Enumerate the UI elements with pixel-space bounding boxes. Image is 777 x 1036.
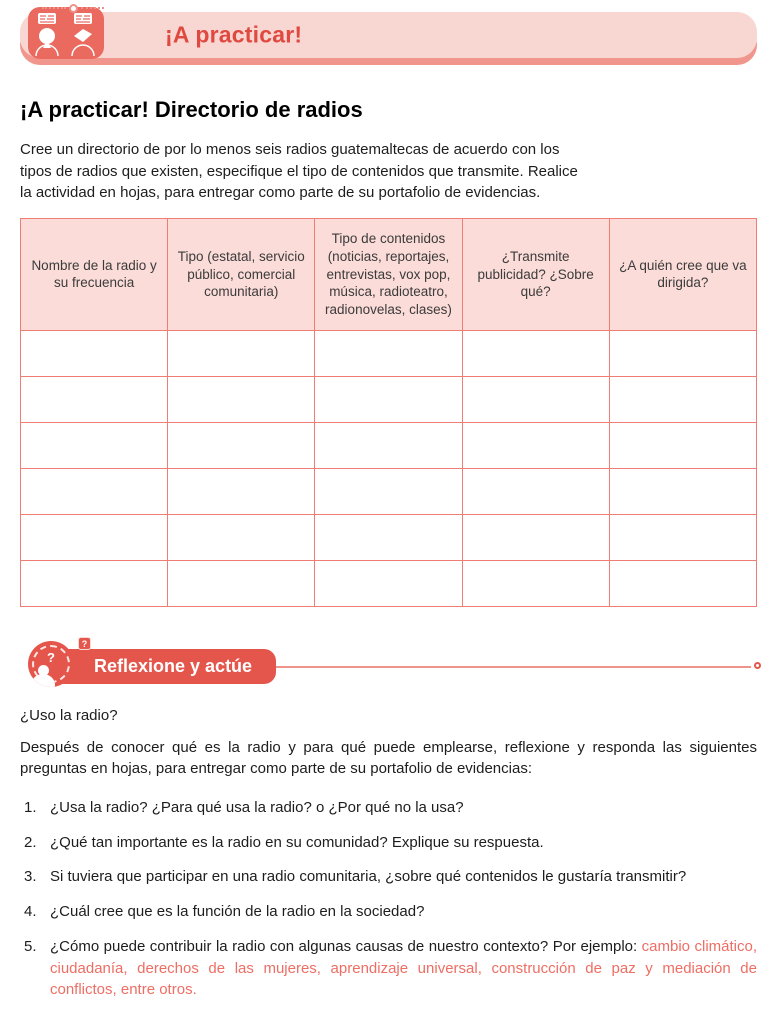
- col-header-radio-name: Nombre de la radio y su frecuencia: [21, 218, 168, 330]
- table-row: [21, 330, 757, 376]
- table-cell-empty: [315, 514, 462, 560]
- table-cell-empty: [609, 514, 756, 560]
- reflection-intro: Después de conocer qué es la radio y para qué puede emplearse, reflexione y responda las siguientes preguntas en hojas, para entregar como parte de su portafolio de evidencias:: [20, 738, 757, 778]
- table-cell-empty: [609, 422, 756, 468]
- reflection-header: [20, 638, 757, 691]
- person-head: [38, 665, 49, 676]
- table-cell-empty: [21, 376, 168, 422]
- table-row: [21, 376, 757, 422]
- col-header-audience: ¿A quién cree que va dirigida?: [609, 218, 756, 330]
- divider-line: [260, 666, 751, 668]
- table-cell-empty: [21, 560, 168, 606]
- radio-table-body: [21, 330, 757, 606]
- list-item: [20, 797, 757, 819]
- question-number: 1.: [24, 798, 37, 816]
- table-cell-empty: [315, 468, 462, 514]
- table-cell-empty: [462, 422, 609, 468]
- table-header-row: [21, 218, 757, 330]
- list-item: [20, 901, 757, 923]
- thinking-person-icon: [28, 641, 74, 687]
- table-cell-empty: [21, 422, 168, 468]
- lightbulb-icon: [42, 2, 104, 14]
- table-row: [21, 422, 757, 468]
- table-cell-empty: [168, 514, 315, 560]
- question-bubble-icon: ?: [78, 637, 91, 650]
- table-row: [21, 468, 757, 514]
- question-text: ¿Qué tan importante es la radio en su comunidad? Explique su respuesta.: [50, 833, 544, 851]
- table-cell-empty: [609, 560, 756, 606]
- table-cell-empty: [462, 468, 609, 514]
- page-title: ¡A practicar! Directorio de radios: [20, 97, 363, 122]
- table-cell-empty: [609, 468, 756, 514]
- dotted-line: [42, 7, 66, 9]
- question-number: 5.: [24, 937, 37, 955]
- table-row: [21, 560, 757, 606]
- example-causes-highlight: cambio climático, ciudadanía, derechos de las mujeres, aprendizaje universal, construcción de paz y mediación de conflictos, entre otros.: [50, 937, 757, 999]
- table-cell-empty: [609, 376, 756, 422]
- practice-banner: [20, 12, 757, 65]
- table-cell-empty: [315, 422, 462, 468]
- col-header-advertising: ¿Transmite publicidad? ¿Sobre qué?: [462, 218, 609, 330]
- question-number: 3.: [24, 868, 37, 886]
- col-header-type: Tipo (estatal, servicio público, comercial comunitaria): [168, 218, 315, 330]
- question-text: [50, 936, 757, 1001]
- list-item: [20, 936, 757, 1001]
- table-cell-empty: [462, 330, 609, 376]
- line-end-ring-icon: [754, 662, 761, 669]
- intro-paragraph: Cree un directorio de por lo menos seis radios guatemaltecas de acuerdo con los tipos de radios que existen, especifique el tipo de contenidos que transmite. Realice la actividad en hojas, para entregar como parte de su portafolio de evidencias.: [20, 141, 578, 202]
- dotted-line: [81, 7, 105, 9]
- reflection-badge: Reflexione y actúe: [50, 649, 276, 684]
- question-number: 4.: [24, 903, 37, 921]
- worksheet-page: [0, 12, 777, 1001]
- table-cell-empty: [168, 560, 315, 606]
- table-cell-empty: [462, 376, 609, 422]
- table-cell-empty: [315, 376, 462, 422]
- question-text: ¿Usa la radio? ¿Para qué usa la radio? o ¿Por qué no la usa?: [50, 798, 464, 816]
- table-cell-empty: [462, 514, 609, 560]
- questions-list: [20, 797, 757, 1001]
- table-cell-empty: [21, 468, 168, 514]
- table-cell-empty: [168, 376, 315, 422]
- table-cell-empty: [462, 560, 609, 606]
- question-mark-glyph: ?: [47, 649, 55, 665]
- table-cell-empty: [21, 514, 168, 560]
- table-cell-empty: [168, 422, 315, 468]
- question-number: 2.: [24, 833, 37, 851]
- list-item: [20, 866, 757, 888]
- reflection-subtitle: ¿Uso la radio?: [20, 706, 118, 724]
- table-cell-empty: [21, 330, 168, 376]
- table-row: [21, 514, 757, 560]
- banner-background: [20, 12, 757, 58]
- table-cell-empty: [168, 468, 315, 514]
- list-item: [20, 832, 757, 854]
- table-cell-empty: [315, 330, 462, 376]
- col-header-contents: Tipo de contenidos (noticias, reportajes, entrevistas, vox pop, música, radioteatro, radionovelas, clases): [315, 218, 462, 330]
- students-with-signs-icon: [28, 7, 104, 59]
- table-cell-empty: [168, 330, 315, 376]
- table-cell-empty: [609, 330, 756, 376]
- table-cell-empty: [315, 560, 462, 606]
- question-text: Si tuviera que participar en una radio comunitaria, ¿sobre qué contenidos le gustaría transmitir?: [50, 868, 687, 886]
- radio-directory-table: [20, 218, 757, 607]
- banner-title: ¡A practicar!: [165, 21, 303, 48]
- bulb-glyph: [69, 4, 78, 13]
- question-text-main: ¿Cómo puede contribuir la radio con algunas causas de nuestro contexto? Por ejemplo:: [50, 937, 642, 955]
- question-text: ¿Cuál cree que es la función de la radio en la sociedad?: [50, 903, 425, 921]
